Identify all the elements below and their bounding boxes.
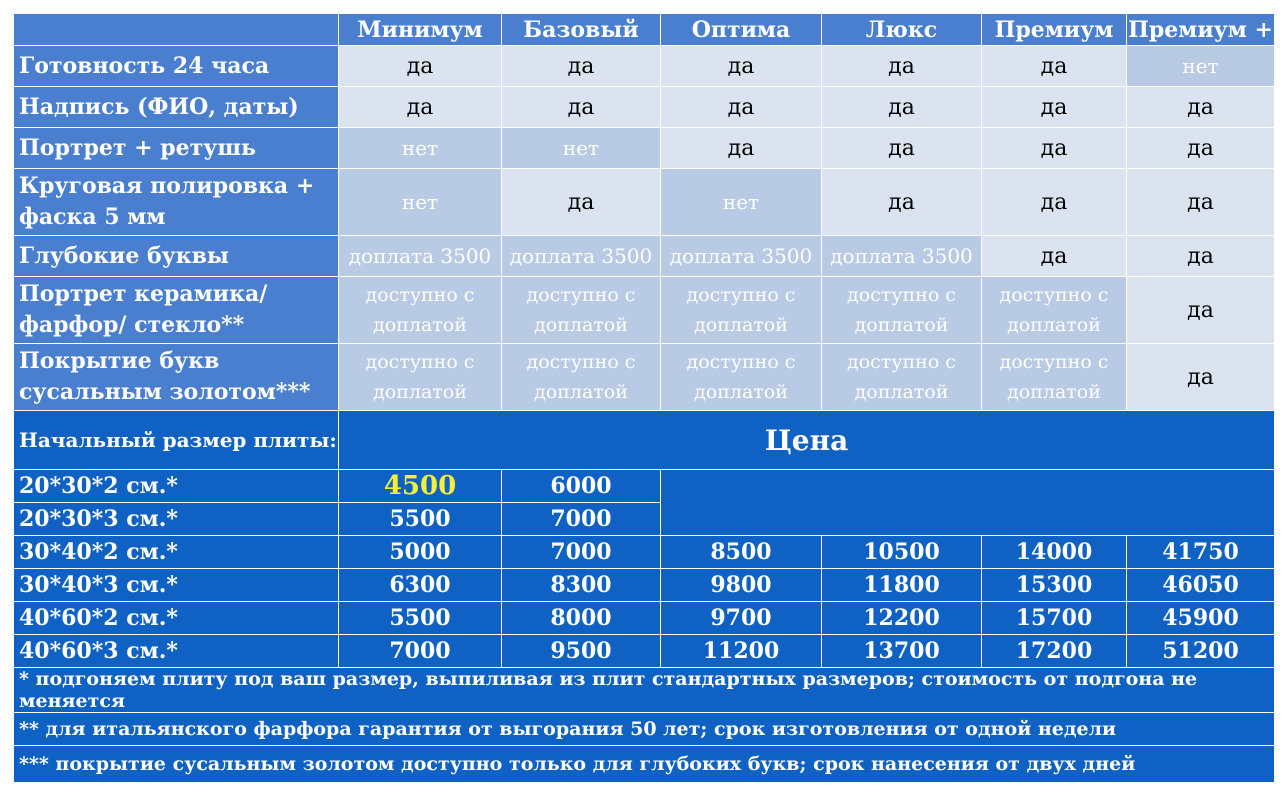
feature-value (982, 344, 1127, 411)
feature-value: доплата 3500 (661, 236, 822, 277)
note-line: доплатой (694, 314, 788, 336)
plan-header-basic: Базовый (502, 14, 661, 46)
feature-label-line: Покрытие букв (19, 348, 220, 374)
plan-header-premium-plus: Премиум + (1127, 14, 1275, 46)
feature-value: да (1127, 128, 1275, 169)
price-row (14, 602, 1275, 635)
feature-value: нет (339, 169, 502, 236)
feature-value: да (982, 169, 1127, 236)
feature-value (502, 344, 661, 411)
price-value: 7000 (502, 536, 661, 569)
note-line: доплатой (373, 381, 467, 403)
plan-header-premium: Премиум (982, 14, 1127, 46)
feature-value: доплата 3500 (502, 236, 661, 277)
note-line: доступно с (365, 351, 475, 373)
footnote: ** для итальянского фарфора гарантия от выгорания 50 лет; срок изготовления от одной недели (14, 713, 1275, 746)
feature-value: да (822, 128, 982, 169)
price-value: 8500 (661, 536, 822, 569)
feature-row (14, 344, 1275, 411)
price-value: 11800 (822, 569, 982, 602)
feature-label-line: Круговая полировка + (19, 173, 315, 199)
price-value: 15300 (982, 569, 1127, 602)
price-value: 15700 (982, 602, 1127, 635)
note-line: доступно с (847, 284, 956, 306)
footnote: * подгоняем плиту под ваш размер, выпиливая из плит стандартных размеров; стоимость от подгона не меняется (14, 668, 1275, 713)
price-value: 9700 (661, 602, 822, 635)
plan-header-row (14, 14, 1275, 46)
feature-label-line: фарфор/ стекло** (19, 312, 245, 338)
price-value: 8300 (502, 569, 661, 602)
plan-header-lux: Люкс (822, 14, 982, 46)
footnote: *** покрытие сусальным золотом доступно только для глубоких букв; срок нанесения от двух дней (14, 746, 1275, 783)
feature-value (822, 277, 982, 344)
feature-label (14, 344, 339, 411)
feature-label: Готовность 24 часа (14, 46, 339, 87)
feature-label-line: Портрет керамика/ (19, 281, 268, 307)
footnote-row (14, 668, 1275, 713)
slab-size: 20*30*3 см.* (14, 503, 339, 536)
price-value: 5500 (339, 503, 502, 536)
price-value: 5000 (339, 536, 502, 569)
price-value: 7000 (339, 635, 502, 668)
price-value: 11200 (661, 635, 822, 668)
feature-label: Надпись (ФИО, даты) (14, 87, 339, 128)
plan-header-minimum: Минимум (339, 14, 502, 46)
note-line: доступно с (526, 284, 636, 306)
feature-value: да (982, 87, 1127, 128)
feature-value (982, 277, 1127, 344)
feature-value: да (822, 169, 982, 236)
price-row (14, 470, 1275, 503)
feature-value: да (982, 236, 1127, 277)
feature-value (822, 344, 982, 411)
feature-value: да (982, 46, 1127, 87)
feature-value: да (1127, 277, 1275, 344)
note-line: доплатой (373, 314, 467, 336)
price-value: 8000 (502, 602, 661, 635)
feature-value: да (661, 128, 822, 169)
note-line: доступно с (686, 284, 796, 306)
price-value: 13700 (822, 635, 982, 668)
feature-row (14, 169, 1275, 236)
feature-value (661, 344, 822, 411)
price-value: 5500 (339, 602, 502, 635)
feature-value: да (822, 46, 982, 87)
feature-value: да (339, 46, 502, 87)
price-table-sheet (13, 13, 1274, 783)
feature-label-line: фаска 5 мм (19, 204, 166, 230)
feature-value (339, 344, 502, 411)
feature-value: доплата 3500 (822, 236, 982, 277)
feature-label (14, 277, 339, 344)
feature-value: нет (339, 128, 502, 169)
note-line: доступно с (999, 284, 1109, 306)
note-line: доступно с (526, 351, 636, 373)
feature-value: нет (661, 169, 822, 236)
feature-value: доплата 3500 (339, 236, 502, 277)
feature-value: да (661, 46, 822, 87)
price-value: 4500 (339, 470, 502, 503)
plan-header-optima: Оптима (661, 14, 822, 46)
price-value: 9800 (661, 569, 822, 602)
price-value: 12200 (822, 602, 982, 635)
note-line: доплатой (854, 381, 949, 403)
slab-size: 40*60*3 см.* (14, 635, 339, 668)
feature-label: Портрет + ретушь (14, 128, 339, 169)
slab-size: 20*30*2 см.* (14, 470, 339, 503)
price-value: 46050 (1127, 569, 1275, 602)
note-line: доступно с (686, 351, 796, 373)
slab-size: 40*60*2 см.* (14, 602, 339, 635)
price-title: Цена (339, 411, 1275, 470)
slab-size: 30*40*3 см.* (14, 569, 339, 602)
feature-value (661, 277, 822, 344)
price-value: 41750 (1127, 536, 1275, 569)
feature-value (339, 277, 502, 344)
price-value: 17200 (982, 635, 1127, 668)
feature-value: да (502, 46, 661, 87)
feature-value: да (502, 169, 661, 236)
feature-value: да (339, 87, 502, 128)
feature-label (14, 169, 339, 236)
price-header-row (14, 411, 1275, 470)
feature-value: да (502, 87, 661, 128)
feature-row (14, 46, 1275, 87)
price-row (14, 635, 1275, 668)
price-value: 10500 (822, 536, 982, 569)
feature-value: да (661, 87, 822, 128)
price-value: 6300 (339, 569, 502, 602)
feature-value: да (982, 128, 1127, 169)
feature-value: да (1127, 344, 1275, 411)
footnote-row (14, 713, 1275, 746)
price-value: 7000 (502, 503, 661, 536)
price-value: 51200 (1127, 635, 1275, 668)
price-value: 6000 (502, 470, 661, 503)
price-empty-cell (661, 470, 1275, 536)
feature-value: нет (502, 128, 661, 169)
header-corner (14, 14, 339, 46)
note-line: доступно с (847, 351, 956, 373)
feature-value (502, 277, 661, 344)
slab-size-label: Начальный размер плиты: (14, 411, 339, 470)
price-value: 9500 (502, 635, 661, 668)
note-line: доступно с (365, 284, 475, 306)
pricing-table (13, 13, 1275, 783)
feature-row (14, 236, 1275, 277)
note-line: доплатой (1007, 381, 1101, 403)
price-row (14, 569, 1275, 602)
feature-label: Глубокие буквы (14, 236, 339, 277)
feature-value: да (1127, 87, 1275, 128)
footnote-row (14, 746, 1275, 783)
price-value: 45900 (1127, 602, 1275, 635)
feature-value: да (822, 87, 982, 128)
price-value: 14000 (982, 536, 1127, 569)
slab-size: 30*40*2 см.* (14, 536, 339, 569)
note-line: доступно с (999, 351, 1109, 373)
feature-row (14, 277, 1275, 344)
price-row (14, 536, 1275, 569)
note-line: доплатой (694, 381, 788, 403)
feature-row (14, 87, 1275, 128)
note-line: доплатой (534, 381, 628, 403)
note-line: доплатой (854, 314, 949, 336)
feature-label-line: сусальным золотом*** (19, 379, 311, 405)
feature-value: да (1127, 169, 1275, 236)
feature-value: нет (1127, 46, 1275, 87)
feature-value: да (1127, 236, 1275, 277)
feature-row (14, 128, 1275, 169)
note-line: доплатой (1007, 314, 1101, 336)
note-line: доплатой (534, 314, 628, 336)
